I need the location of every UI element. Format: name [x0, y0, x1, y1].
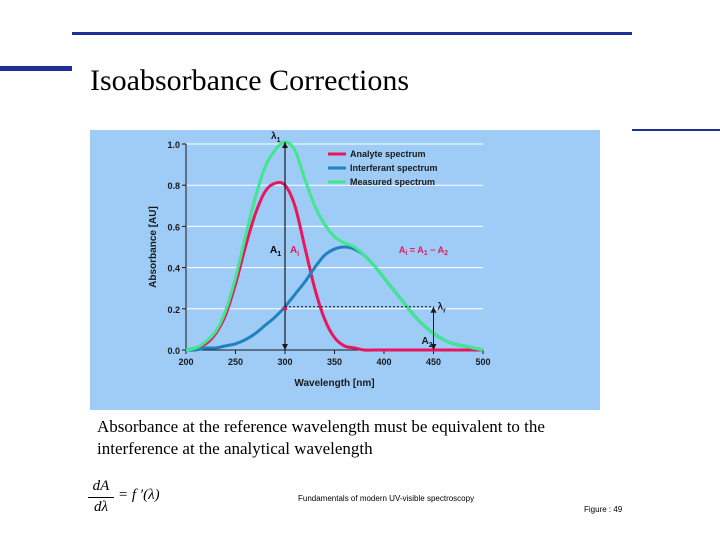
- total-absorbance-label: $A_1$: [270, 245, 282, 259]
- reference-absorbance-label: $A_2$: [421, 335, 433, 349]
- x-tick-label: 350: [326, 357, 343, 367]
- y-tick-label: 0.6: [167, 222, 180, 233]
- x-tick-label: 450: [425, 357, 442, 367]
- y-tick-label: 0.8: [167, 181, 180, 192]
- slide-caption: Absorbance at the reference wavelength must be equivalent to the interference at the analytical wavelength: [97, 417, 545, 458]
- x-tick-label: 200: [178, 357, 194, 367]
- x-tick-label: 400: [376, 357, 392, 367]
- formula-rhs: = f ′(λ): [118, 487, 160, 503]
- y-axis-label: Absorbance [AU]: [148, 206, 159, 288]
- formula-denominator: dλ: [94, 499, 108, 515]
- top-rule: [72, 32, 632, 35]
- x-tick-label: 500: [475, 357, 491, 367]
- spectrum-chart: [90, 130, 600, 410]
- interferant-point: [283, 307, 287, 311]
- y-tick-label: 0.2: [167, 304, 180, 315]
- x-axis-label: Wavelength [nm]: [294, 378, 375, 389]
- legend-label-3: Measured spectrum: [350, 177, 436, 187]
- series-line-1: [186, 182, 483, 350]
- formula-numerator: dA: [92, 478, 110, 494]
- legend-label-1: Analyte spectrum: [350, 149, 426, 159]
- isoabsorbance-equation: $A_i = A_1 - A_2$: [398, 245, 448, 258]
- right-accent-rule: [632, 129, 720, 131]
- formula-fraction: [88, 478, 114, 517]
- analyte-absorbance-label: $A_i$: [290, 245, 300, 259]
- ref-arrow-up: [431, 307, 437, 313]
- legend-label-2: Interferant spectrum: [350, 163, 438, 173]
- y-tick-label: 0.4: [167, 263, 180, 274]
- arrow-head-down: [282, 344, 288, 350]
- y-tick-label: 1.0: [167, 140, 180, 150]
- x-tick-label: 300: [277, 357, 293, 367]
- left-accent-rule: [0, 66, 72, 71]
- source-citation: Fundamentals of modern UV-visible spectroscopy: [298, 494, 475, 503]
- lambda-analytical-label: $\lambda_1$: [271, 130, 281, 144]
- spectrum-figure: [90, 130, 600, 410]
- legend: [328, 149, 438, 187]
- x-tick-label: 250: [227, 357, 244, 367]
- slide-title: Isoabsorbance Corrections: [90, 64, 410, 97]
- y-tick-label: 0.0: [167, 346, 180, 356]
- fraction-bar: [88, 497, 114, 498]
- lambda-reference-label: $\lambda_r$: [437, 301, 446, 315]
- figure-number: Figure : 49: [584, 505, 623, 514]
